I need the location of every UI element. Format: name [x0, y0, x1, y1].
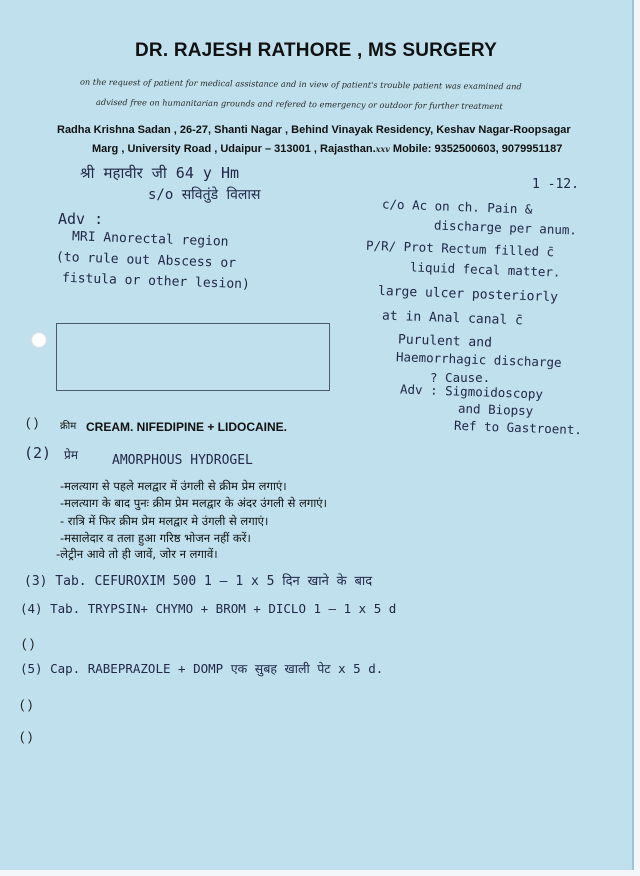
- doctor-name-heading: DR. RAJESH RATHORE , MS SURGERY: [135, 40, 497, 61]
- advice-line-3: fistula or other lesion): [61, 270, 251, 293]
- right-note-line: Purulent and: [397, 332, 493, 351]
- patient-name: श्री महावीर जी 64 y Hm: [80, 164, 240, 182]
- rx-item-1-text: CREAM. NIFEDIPINE + LIDOCAINE.: [86, 420, 288, 434]
- rx-item-2-prefix: प्रेम: [64, 448, 79, 462]
- right-note-line: Adv : Sigmoidoscopy: [399, 381, 544, 402]
- instruction-line: -मलत्याग से पहले मलद्वार में उंगली से क्रीम प्रेम लगाएं।: [60, 479, 287, 493]
- advice-label: Adv :: [58, 210, 104, 228]
- right-note-line: P/R/ Prot Rectum filled c̄: [365, 237, 555, 260]
- rx-item-1-paren: ( ): [26, 415, 39, 430]
- rx-item-blank: ( ): [20, 729, 33, 744]
- right-note-line: Ref to Gastroent.: [453, 417, 583, 438]
- note-line-1: on the request of patient for medical assistance and in view of patient's trouble patient was examined and: [79, 76, 522, 92]
- punch-hole: [31, 332, 47, 348]
- right-note-line: and Biopsy: [457, 400, 534, 419]
- visit-date: 1 -12.: [532, 177, 579, 192]
- right-note-line: ? Cause.: [430, 370, 491, 385]
- rx-item-2-paren: (2): [24, 444, 52, 462]
- rx-item-4: (4) Tab. TRYPSIN+ CHYMO + BROM + DICLO 1 — 1 x 5 d: [20, 601, 397, 616]
- right-note-line: large ulcer posteriorly: [377, 283, 559, 306]
- rx-item-1-prefix: क्रीम: [60, 421, 77, 432]
- blank-box: [56, 323, 330, 391]
- advice-line-1: MRI Anorectal region: [71, 229, 229, 250]
- right-note-line: discharge per anum.: [433, 217, 578, 238]
- instruction-line: -मसालेदार व तला हुआ गरिष्ठ भोजन नहीं करें।: [60, 531, 251, 545]
- instruction-line: -मलत्याग के बाद पुनः क्रीम प्रेम मलद्वार के अंदर उंगली से लगाएं।: [60, 496, 328, 510]
- patient-relation: s/o सवितुंडे विलास: [148, 187, 261, 203]
- right-note-line: at in Anal canal c̄: [381, 308, 524, 329]
- mobile-numbers: Mobile: 9352500603, 9079951187: [392, 143, 563, 155]
- rx-item-blank: ( ): [22, 636, 35, 651]
- address-line-2: [92, 143, 562, 155]
- rx-item-blank: ( ): [20, 697, 33, 712]
- address-mark: xxv: [375, 144, 390, 154]
- rx-item-2-text: AMORPHOUS HYDROGEL: [112, 453, 253, 468]
- right-note-line: Haemorrhagic discharge: [395, 349, 562, 370]
- instruction-line: -लेट्रीन आवे तो ही जावें, जोर न लगावें।: [56, 547, 218, 561]
- address-street: Marg , University Road , Udaipur – 313001 , Rajasthan.: [92, 143, 376, 155]
- instruction-line: - रात्रि में फिर क्रीम प्रेम मलद्वार मे उंगली से लगाएं।: [60, 514, 269, 528]
- note-line-2: advised free on humanitarian grounds and refered to emergency or outdoor for further treatment: [95, 96, 503, 112]
- right-note-line: liquid fecal matter.: [409, 259, 561, 280]
- rx-item-3: (3) Tab. CEFUROXIM 500 1 — 1 x 5 दिन खाने के बाद: [24, 574, 373, 589]
- rx-item-5: (5) Cap. RABEPRAZOLE + DOMP एक सुबह खाली पेट x 5 d.: [20, 661, 384, 676]
- right-note-line: c/o Ac on ch. Pain &: [381, 196, 533, 217]
- address-line-1: Radha Krishna Sadan , 26-27, Shanti Nagar , Behind Vinayak Residency, Keshav Nagar-Roopsagar: [57, 124, 571, 136]
- advice-line-2: (to rule out Abscess or: [55, 249, 237, 272]
